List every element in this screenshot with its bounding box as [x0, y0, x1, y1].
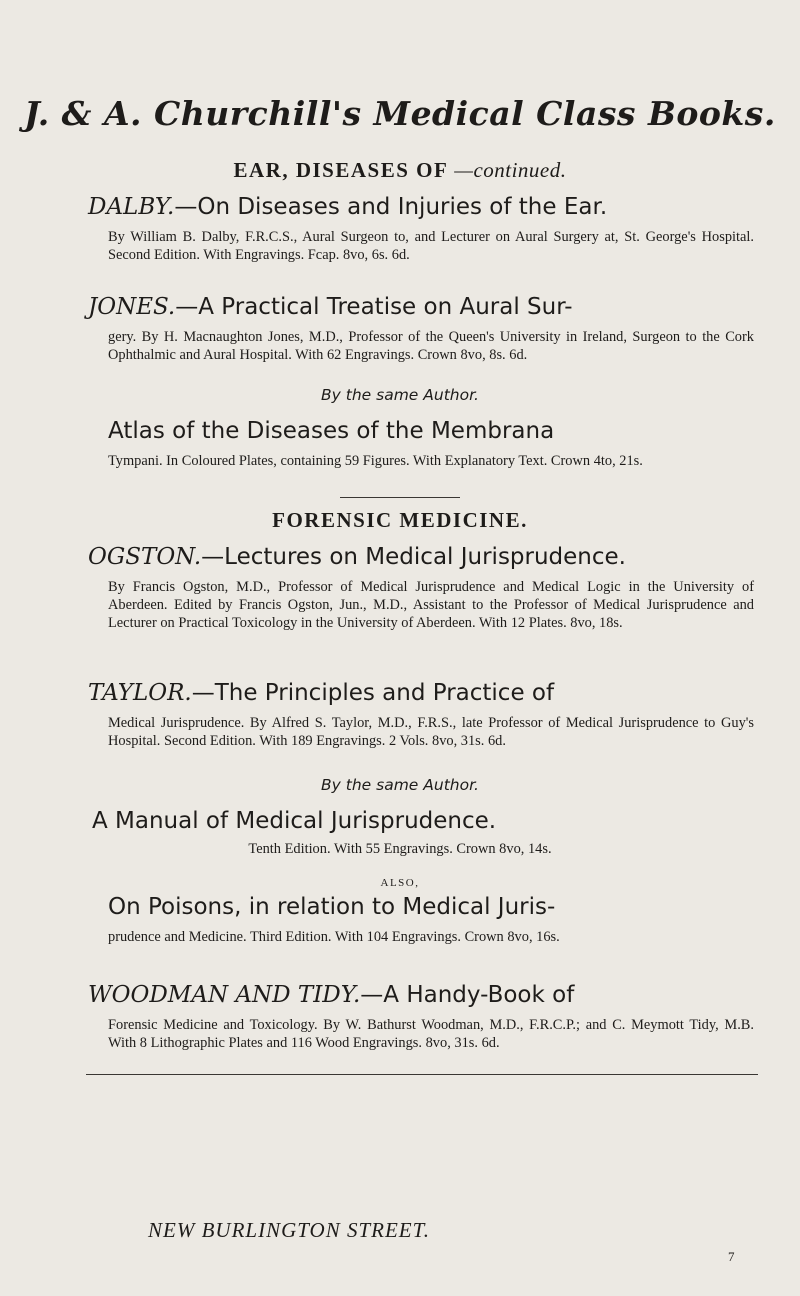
footer-rule [86, 1074, 758, 1075]
entry-ogston-title [88, 544, 748, 570]
entry-taylor-body: Medical Jurisprudence. By Alfred S. Taylor, M.D., F.R.S., late Professor of Medical Jurisprudence to Guy's Hospital. Second Edition. With 189 Engravings. 2 Vols. 8vo, 31s. 6d. [108, 715, 754, 749]
entry-ogston-author: OGSTON. [88, 544, 202, 570]
section-heading-forensic: FORENSIC MEDICINE. [272, 508, 528, 532]
section-heading-ear-text: EAR, DISEASES OF [233, 158, 448, 182]
entry-jones-author: JONES. [88, 294, 176, 320]
entry-ogston-title-text: —Lectures on Medical Jurisprudence. [201, 544, 626, 570]
entry-dalby-title-text: —On Diseases and Injuries of the Ear. [174, 194, 608, 220]
entry-dalby-body: By William B. Dalby, F.R.C.S., Aural Surgeon to, and Lecturer on Aural Surgery at, St. George's Hospital. Second Edition. With Engravings. Fcap. 8vo, 6s. 6d. [108, 229, 754, 263]
entry-taylor-same-author: By the same Author. [321, 776, 479, 794]
section-heading-ear [0, 158, 800, 183]
entry-jones-atlas-title: Atlas of the Diseases of the Membrana [108, 418, 555, 444]
footer-imprint: NEW BURLINGTON STREET. [148, 1218, 430, 1242]
running-header: J. & A. Churchill's Medical Class Books. [24, 94, 776, 133]
section-divider [340, 497, 460, 498]
entry-woodman-title [88, 982, 748, 1008]
entry-woodman-body: Forensic Medicine and Toxicology. By W. Bathurst Woodman, M.D., F.R.C.P.; and C. Meymott Tidy, M.B. With 8 Lithographic Plates and 116 Wood Engravings. 8vo, 31s. 6d. [108, 1017, 754, 1051]
entry-taylor-author: TAYLOR. [88, 680, 192, 706]
entry-jones-title-text: —A Practical Treatise on Aural Sur- [175, 294, 573, 320]
section-heading-ear-suffix: —continued. [454, 158, 567, 182]
entry-jones-body: gery. By H. Macnaughton Jones, M.D., Professor of the Queen's University in Ireland, Surgeon to the Cork Ophthalmic and Aural Hospital. With 62 Engravings. Crown 8vo, 8s. 6d. [108, 329, 754, 363]
entry-taylor-title [88, 680, 748, 706]
entry-jones-atlas-body: Tympani. In Coloured Plates, containing 59 Figures. With Explanatory Text. Crown 4to, 21s. [108, 453, 643, 469]
entry-woodman-title-text: —A Handy-Book of [360, 982, 575, 1008]
page-number: 7 [728, 1249, 735, 1264]
entry-taylor-poisons-body: prudence and Medicine. Third Edition. With 104 Engravings. Crown 8vo, 16s. [108, 929, 560, 945]
entry-taylor-manual-title: A Manual of Medical Jurisprudence. [92, 808, 497, 834]
entry-jones-title [88, 294, 748, 320]
entry-taylor-also: ALSO, [380, 877, 420, 889]
entry-dalby-title [88, 194, 748, 220]
entry-taylor-manual-body: Tenth Edition. With 55 Engravings. Crown 8vo, 14s. [248, 841, 552, 857]
entry-ogston-body: By Francis Ogston, M.D., Professor of Medical Jurisprudence and Medical Logic in the University of Aberdeen. Edited by Francis Ogston, Jun., M.D., Assistant to the Professor of Medical Jurisprudence and Lecturer on Practical Toxicology in the University of Aberdeen. With 12 Plates. 8vo, 18s. [108, 579, 754, 631]
entry-jones-same-author: By the same Author. [321, 386, 479, 404]
entry-taylor-title-text: —The Principles and Practice of [191, 680, 555, 706]
entry-taylor-poisons-title: On Poisons, in relation to Medical Juris- [108, 894, 556, 920]
entry-woodman-author: WOODMAN AND TIDY. [88, 982, 361, 1008]
entry-dalby-author: DALBY. [88, 194, 175, 220]
